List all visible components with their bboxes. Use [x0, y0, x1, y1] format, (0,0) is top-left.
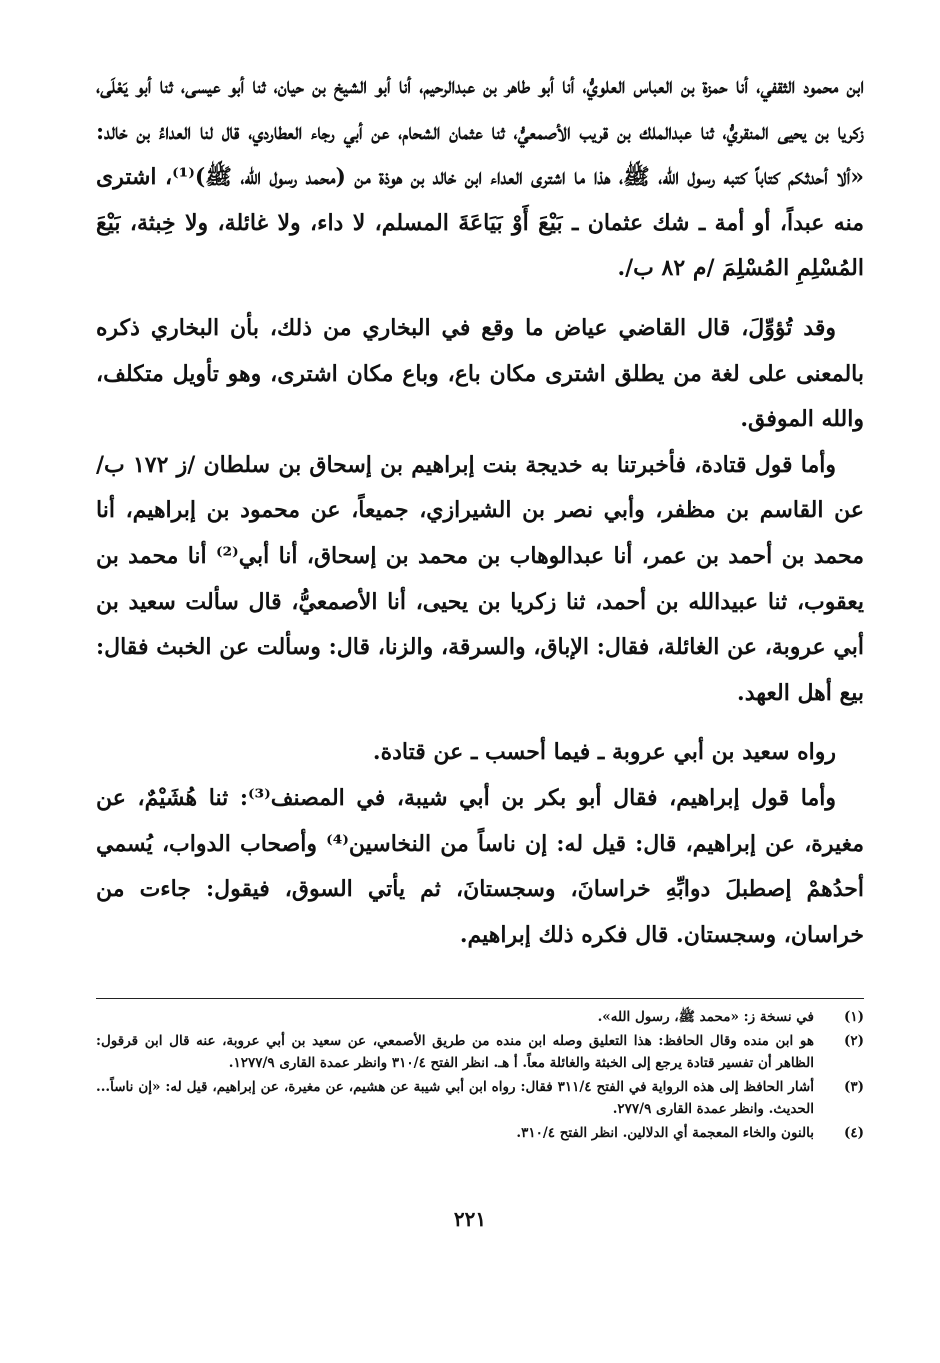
- footnote-text: أشار الحافظ إلى هذه الرواية في الفتح ٣١١/٤ فقال: رواه ابن أبي شيبة عن هشيم، عن مغيرة، عن إبراهيم، قيل له: «إن ناساً... الحديث. وانظر عمدة القارى ٢٧٧/٩.: [96, 1078, 814, 1117]
- footnote-item: [96, 1006, 864, 1029]
- footnote-item: [96, 1122, 864, 1145]
- paragraph-qatada: وأما قول قتادة، فأخبرتنا به خديجة بنت إبراهيم بن إسحاق بن سلطان /ز ١٧٢ ب/ عن القاسم بن مظفر، وأبي نصر بن الشيرازي، جميعاً، عن محمود بن إبراهيم، أنا محمد بن أحمد بن عمر، أنا عبدالوهاب بن محمد بن إسحاق، أنا أبي⁽²⁾ أنا محمد بن يعقوب، ثنا عبيدالله بن أحمد، ثنا زكريا بن يحيى، أنا الأصمعيُّ، قال سألت سعيد بن أبي عروبة، عن الغائلة، فقال: الإباق، والسرقة، والزنا، قال: وسألت عن الخبث فقال: بيع أهل العهد.: [96, 451, 864, 706]
- footnote-item: [96, 1076, 864, 1121]
- footnote-item: [96, 1030, 864, 1075]
- footnote-text: هو ابن منده وقال الحافظ: هذا التعليق وصله ابن منده من طريق الأصمعي، عن سعيد بن أبي عروبة، عنه قال ابن قرقول: الظاهر أن تفسير قتادة يرجع إلى الخبثة والغائلة معاً. أ هـ. انظر الفتح ٣١٠/٤ وانظر عمدة القارى ١٢٧٧/٩.: [96, 1032, 814, 1071]
- footnote-divider: [96, 998, 864, 999]
- paragraph-ibn-abi-aruba: رواه سعيد بن أبي عروبة ـ فيما أحسب ـ عن قتادة.: [372, 739, 836, 766]
- footnote-text: في نسخة ز: «محمد ﷺ، رسول الله».: [597, 1009, 814, 1025]
- footnote-number: (٢): [843, 1032, 864, 1049]
- paragraph-ibrahim: وأما قول إبراهيم، فقال أبو بكر بن أبي شيبة، في المصنف⁽³⁾: ثنا هُشَيْمٌ، عن مغيرة، عن إبراهيم، قال: قيل له: إن ناساً من النخاسين⁽⁴⁾ وأصحاب الدواب، يُسمي أحدُهمْ إصطبلَ دوابِّهِ خراسانَ، وسجستانَ، ثم يأتي السوق، فيقول: جاءت من خراسان، وسجستان. قال فكره ذلك إبراهيم.: [96, 784, 864, 948]
- footnote-number: (١): [843, 1009, 864, 1025]
- footnote-number: (٤): [843, 1124, 864, 1141]
- footnote-text: بالنون والخاء المعجمة أي الدلالين. انظر الفتح ٣١٠/٤.: [516, 1124, 814, 1141]
- footnote-number: (٣): [843, 1078, 864, 1095]
- page-number: ٢٢١: [453, 1207, 487, 1231]
- footnotes: [96, 1006, 864, 1145]
- paragraph-isnad-continuation: ابن محمود الثقفي، أنا حمزة بن العباس العلويُّ، أنا أبو طاهر بن عبدالرحيم، أنا أبو الشيخ بن حيان، ثنا أبو عيسى، ثنا أبو يَعْلَى، زكريا بن يحيى المنقريُّ، ثنا عبدالملك بن قريب الأصمعيُّ، ثنا عثمان الشحام، عن أبي رجاء العطاردي، قال لنا العداءُ بن خالد: «ألا أحدثكم كتاباً كتبه رسول الله، ﷺ، هذا ما اشترى العداء ابن خالد بن هوذة من (محمد رسول الله، ﷺ)⁽¹⁾، اشترى منه عبداً، أو أمة ـ شك عثمان ـ بَيْعَ أَوْ بَيَاعَةَ المسلم، لا داء، ولا غائلة، ولا خِبثة، بَيْعَ المُسْلِمِ المُسْلِمَ /م ٨٢ ب/.: [96, 73, 864, 282]
- main-text: [96, 64, 864, 958]
- paragraph-qadi-iyad: وقد تُؤوِّلَ، قال القاضي عياض ما وقع في البخاري من ذلك، بأن البخاري ذكره بالمعنى على لغة من يطلق اشترى مكان باع، وباع مكان اشترى، وهو تأويل متكلف، والله الموفق.: [96, 314, 864, 433]
